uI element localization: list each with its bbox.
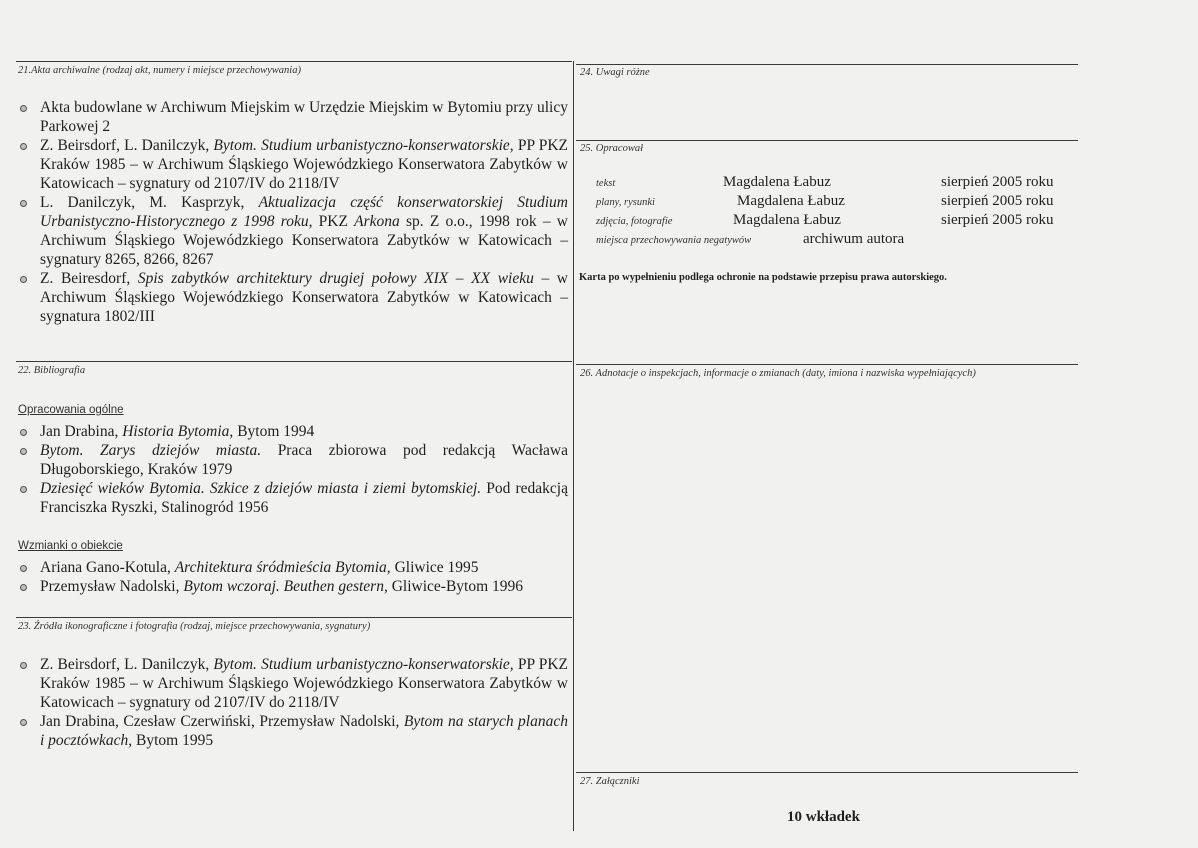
section-23-list xyxy=(18,655,568,750)
text-span: Przemysław Nadolski, xyxy=(40,578,184,595)
text-span: Bytom 1995 xyxy=(132,732,214,749)
object-mentions-heading: Wzmianki o obiekcie xyxy=(18,540,123,552)
italic-title: Bytom. Studium urbanistyczno-konserwatorskie, xyxy=(213,137,514,154)
section-24-header: 24. Uwagi różne xyxy=(580,67,650,78)
text-span: PP PKZ Kraków 1985 – w Archiwum Śląskiego Wojewódzkiego Konserwatora Zabytków w Katowicach – sygnatury od 2107/IV do 2118/IV xyxy=(40,137,568,192)
text-span: Z. Beirsdorf, L. Danilczyk, xyxy=(40,656,214,673)
text-span: Pod redakcją Franciszka Ryszki, Stalinogród 1956 xyxy=(40,480,568,516)
section-22-header: 22. Bibliografia xyxy=(18,365,86,376)
text-span: L. Danilczyk, M. Kasprzyk, xyxy=(40,194,259,211)
text-span: sp. Z o.o., 1998 rok – w Archiwum Śląskiego Wojewódzkiego Konserwatora Zabytków w Katowicach – sygnatury 8265, 8266, 8267 xyxy=(40,213,569,268)
section-23-header: 23. Źródła ikonograficzne i fotografia (rodzaj, miejsce przechowywania, sygnatury) xyxy=(18,621,371,632)
author-plans-date: sierpień 2005 roku xyxy=(941,193,1054,209)
list-item xyxy=(18,269,568,326)
italic-title: Arkona xyxy=(354,213,400,230)
italic-title: Bytom wczoraj. Beuthen gestern, xyxy=(183,578,388,595)
section-23-body xyxy=(18,655,568,750)
list-item xyxy=(18,655,568,712)
divider-22-23 xyxy=(16,617,572,618)
general-works-heading: Opracowania ogólne xyxy=(18,404,124,416)
text-span: Praca zbiorowa pod redakcją Wacława Długoborskiego, Kraków 1979 xyxy=(40,442,568,478)
text-span: Z. Beiresdorf, xyxy=(40,270,138,287)
author-text-name: Magdalena Łabuz xyxy=(723,174,831,190)
italic-title: Aktualizacja część konserwatorskiej Studium Urbanistyczno-Historycznego z 1998 roku, xyxy=(40,194,568,230)
section-21-list xyxy=(18,98,568,326)
text-span: PKZ xyxy=(312,213,355,230)
text-span: Akta budowlane w Archiwum Miejskim w Urzędzie Miejskim w Bytomiu przy ulicy Parkowej 2 xyxy=(40,99,568,135)
text-span: Gliwice 1995 xyxy=(390,559,479,576)
section-21-body xyxy=(18,98,568,326)
attachments-count: 10 wkładek xyxy=(787,809,860,825)
copyright-notice: Karta po wypełnieniu podlega ochronie na podstawie przepisu prawa autorskiego. xyxy=(579,272,947,283)
general-works-list xyxy=(18,422,568,517)
list-item xyxy=(18,422,568,441)
italic-title: Spis zabytków architektury drugiej połowy XIX – XX wieku xyxy=(137,270,534,287)
list-item xyxy=(18,98,568,136)
italic-title: Bytom na starych planach i pocztówkach, xyxy=(40,713,568,749)
column-divider xyxy=(573,61,574,831)
list-item xyxy=(18,193,568,269)
text-span: Jan Drabina, Czesław Czerwiński, Przemysław Nadolski, xyxy=(40,713,404,730)
text-span: – w Archiwum Śląskiego Wojewódzkiego Konserwatora Zabytków w Katowicach – sygnatura 1802/III xyxy=(40,270,568,325)
text-span: PP PKZ Kraków 1985 – w Archiwum Śląskiego Wojewódzkiego Konserwatora Zabytków w Katowicach – sygnatury od 2107/IV do 2118/IV xyxy=(40,656,568,711)
author-plans-name: Magdalena Łabuz xyxy=(737,193,845,209)
list-item xyxy=(18,479,568,517)
list-item xyxy=(18,712,568,750)
role-text-label: tekst xyxy=(596,178,616,189)
author-text-date: sierpień 2005 roku xyxy=(941,174,1054,190)
section-22-body xyxy=(18,401,568,596)
author-photos-name: Magdalena Łabuz xyxy=(733,212,841,228)
list-item xyxy=(18,558,568,577)
top-border-left xyxy=(16,61,572,62)
text-span: Ariana Gano-Kotula, xyxy=(40,559,175,576)
section-27-header: 27. Załączniki xyxy=(580,776,640,787)
text-span: Gliwice-Bytom 1996 xyxy=(387,578,524,595)
divider-26-27 xyxy=(576,772,1078,773)
italic-title: Historia Bytomia, xyxy=(122,423,234,440)
author-photos-date: sierpień 2005 roku xyxy=(941,212,1054,228)
text-span: Z. Beirsdorf, L. Danilczyk, xyxy=(40,137,214,154)
italic-title: Dziesięć wieków Bytomia. Szkice z dziejów miasta i ziemi bytomskiej. xyxy=(40,480,482,497)
role-plans-label: plany, rysunki xyxy=(596,197,655,208)
text-span: Jan Drabina, xyxy=(40,423,123,440)
text-span: Bytom 1994 xyxy=(233,423,315,440)
italic-title: Architektura śródmieścia Bytomia, xyxy=(174,559,391,576)
top-border-right xyxy=(576,64,1078,65)
section-21-header: 21.Akta archiwalne (rodzaj akt, numery i miejsce przechowywania) xyxy=(18,65,301,76)
object-mentions-list xyxy=(18,558,568,596)
role-photos-label: zdjęcia, fotografie xyxy=(596,216,673,227)
section-25-header: 25. Opracował xyxy=(580,143,643,154)
list-item xyxy=(18,441,568,479)
negatives-label: miejsca przechowywania negatywów xyxy=(596,235,752,246)
italic-title: Bytom. Zarys dziejów miasta. xyxy=(40,442,262,459)
negatives-value: archiwum autora xyxy=(803,231,905,247)
italic-title: Bytom. Studium urbanistyczno-konserwatorskie, xyxy=(213,656,514,673)
section-26-header: 26. Adnotacje o inspekcjach, informacje o zmianach (daty, imiona i nazwiska wypełniających) xyxy=(580,368,976,379)
divider-21-22 xyxy=(16,361,572,362)
list-item xyxy=(18,577,568,596)
divider-25-26 xyxy=(576,364,1078,365)
divider-24-25 xyxy=(576,140,1078,141)
list-item xyxy=(18,136,568,193)
